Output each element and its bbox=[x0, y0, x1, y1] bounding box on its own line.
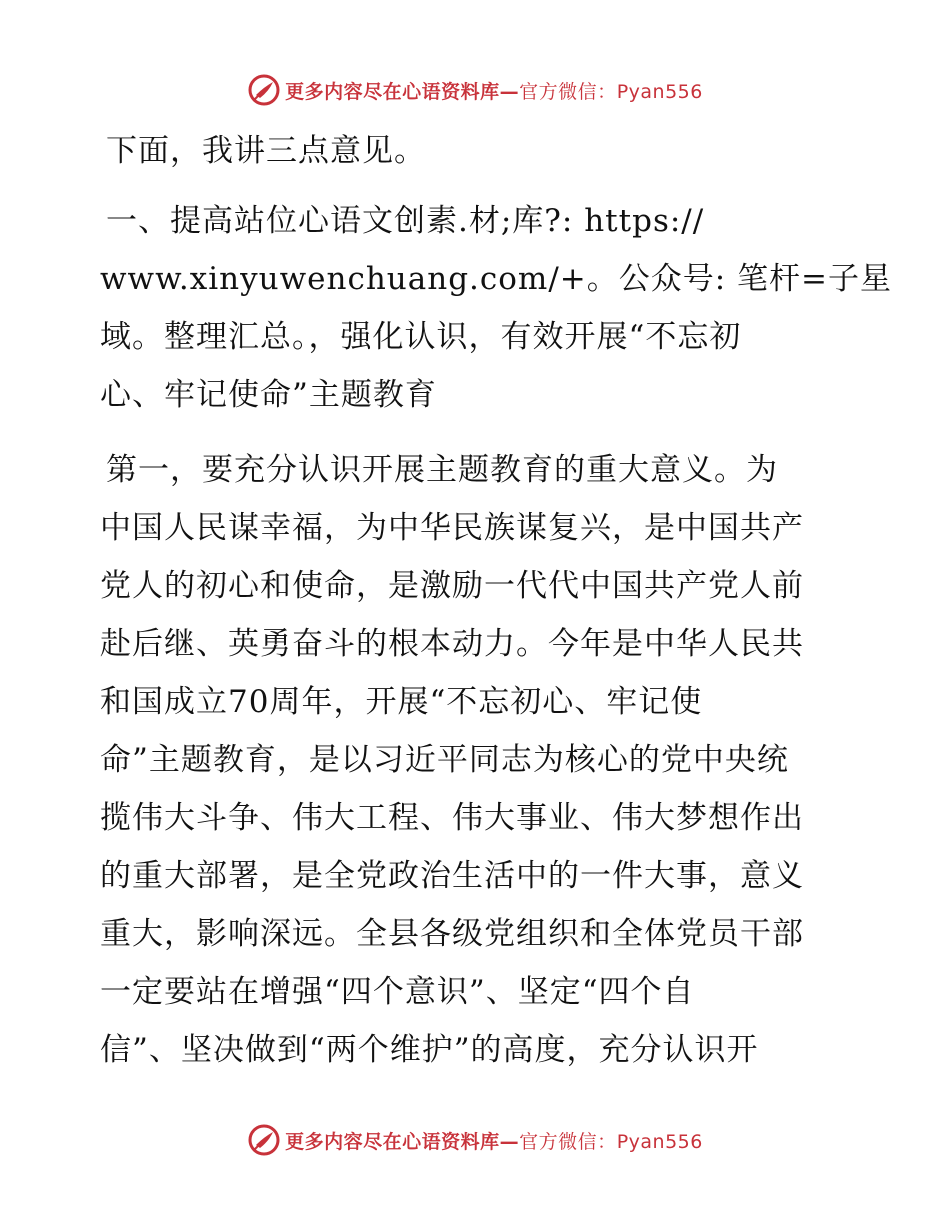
book-quill-logo-icon bbox=[247, 73, 281, 107]
doc-line: 命”主题教育，是以习近平同志为核心的党中央统 bbox=[100, 742, 789, 778]
doc-line: 揽伟大斗争、伟大工程、伟大事业、伟大梦想作出 bbox=[100, 800, 804, 836]
doc-line: 的重大部署，是全党政治生活中的一件大事，意义 bbox=[100, 858, 804, 894]
doc-line: 域。整理汇总。，强化认识，有效开展“不忘初 bbox=[100, 319, 742, 355]
doc-line: 一定要站在增强“四个意识”、坚定“四个自 bbox=[100, 974, 695, 1010]
watermark-text: 更多内容尽在心语资料库—官方微信：Pyan556 bbox=[285, 80, 703, 103]
doc-line: 下面，我讲三点意见。 bbox=[106, 133, 426, 169]
doc-line: 赴后继、英勇奋斗的根本动力。今年是中华人民共 bbox=[100, 626, 804, 662]
doc-line: 重大，影响深远。全县各级党组织和全体党员干部 bbox=[100, 916, 804, 952]
section-heading: 一、提高站位心语文创素.材;库?: https:// bbox=[106, 203, 705, 239]
doc-line: 第一，要充分认识开展主题教育的重大意义。为 bbox=[106, 452, 778, 488]
header-watermark bbox=[0, 70, 950, 110]
doc-line: 和国成立70周年，开展“不忘初心、牢记使 bbox=[100, 684, 703, 720]
doc-line: 心、牢记使命”主题教育 bbox=[100, 377, 437, 413]
footer-watermark bbox=[0, 1120, 950, 1160]
doc-line: www.xinyuwenchuang.com/+。公众号: 笔杆=子星 bbox=[100, 261, 893, 297]
book-quill-logo-icon bbox=[247, 1123, 281, 1157]
doc-line: 信”、坚决做到“两个维护”的高度，充分认识开 bbox=[100, 1032, 759, 1068]
watermark-text: 更多内容尽在心语资料库—官方微信：Pyan556 bbox=[285, 1130, 703, 1153]
doc-line: 中国人民谋幸福，为中华民族谋复兴，是中国共产 bbox=[100, 510, 804, 546]
doc-line: 党人的初心和使命，是激励一代代中国共产党人前 bbox=[100, 568, 804, 604]
